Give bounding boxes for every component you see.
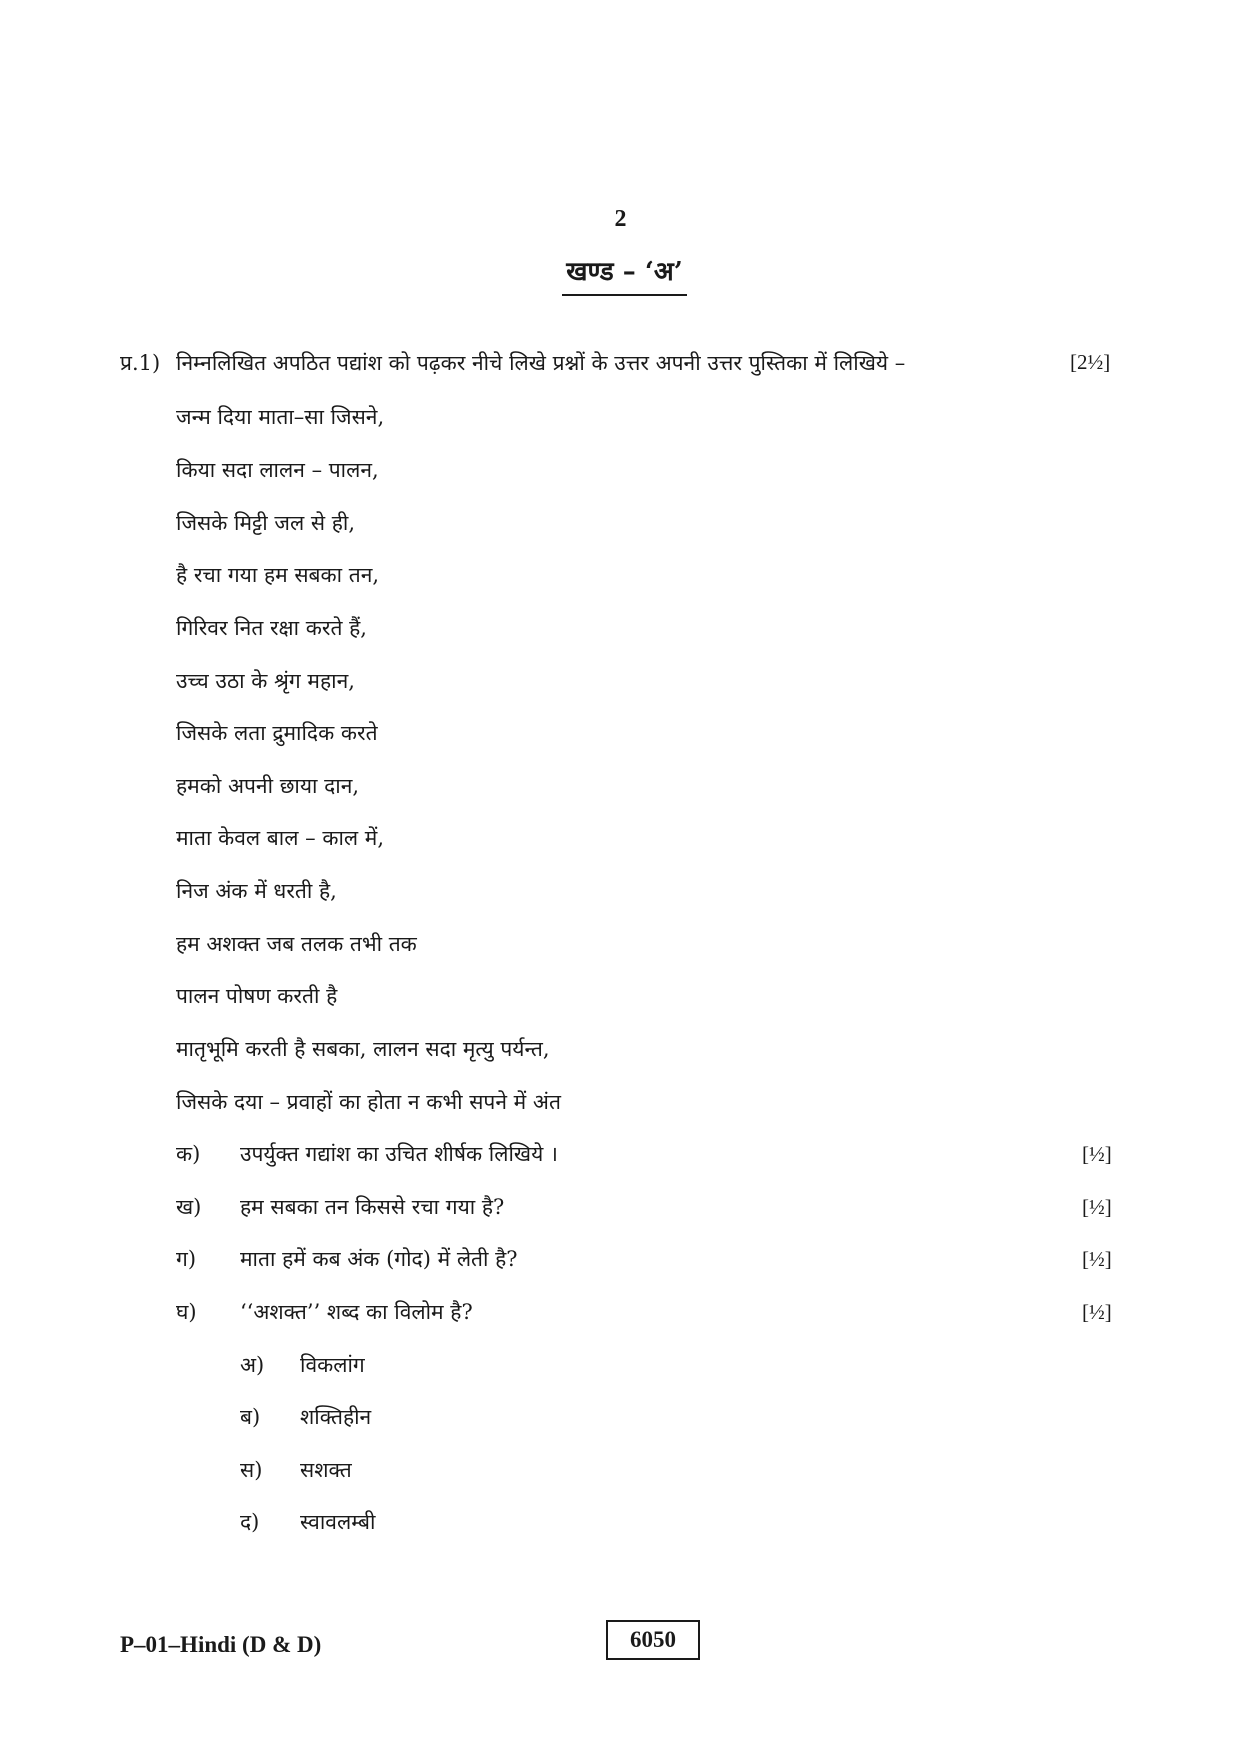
poem-line: गिरिवर नित रक्षा करते हैं, (176, 616, 367, 640)
option-label: ब) (240, 1405, 261, 1429)
option-label: अ) (240, 1353, 265, 1377)
section-title: खण्ड – ‘अ’ (562, 252, 687, 296)
poem-line: माता केवल बाल – काल में, (176, 826, 385, 850)
poem-line: हम अशक्त जब तलक तभी तक (176, 932, 417, 956)
poem-line: जन्म दिया माता–सा जिसने, (176, 405, 385, 429)
paper-code: P–01–Hindi (D & D) (120, 1632, 322, 1657)
poem-line: निज अंक में धरती है, (176, 879, 337, 903)
poem-line: है रचा गया हम सबका तन, (176, 563, 380, 587)
subquestion-marks: [½] (1082, 1300, 1112, 1324)
question-number: प्र.1) (120, 351, 161, 375)
subquestion-label: क) (176, 1142, 201, 1166)
subquestion-text: हम सबका तन किससे रचा गया है? (240, 1195, 505, 1219)
option-text: स्वावलम्बी (300, 1510, 376, 1534)
poem-line: मातृभूमि करती है सबका, लालन सदा मृत्यु पर्यन्त, (176, 1037, 550, 1061)
option-text: विकलांग (300, 1353, 365, 1377)
subquestion-text: उपर्युक्त गद्यांश का उचित शीर्षक लिखिये । (240, 1142, 558, 1166)
option-text: शक्तिहीन (300, 1405, 372, 1429)
option-label: द) (240, 1510, 260, 1534)
poem-line: जिसके दया – प्रवाहों का होता न कभी सपने में अंत (176, 1090, 561, 1114)
code-box: 6050 (606, 1620, 700, 1660)
subquestion-marks: [½] (1082, 1195, 1112, 1219)
question-instruction: निम्नलिखित अपठित पद्यांश को पढ़कर नीचे लिखे प्रश्नों के उत्तर अपनी उत्तर पुस्तिका में लिखिये – (176, 351, 906, 375)
poem-line: हमको अपनी छाया दान, (176, 774, 360, 798)
poem-line: किया सदा लालन – पालन, (176, 458, 379, 482)
section-heading (0, 252, 1241, 296)
poem-line: उच्च उठा के श्रृंग महान, (176, 669, 355, 693)
page-number: 2 (614, 206, 627, 232)
subquestion-label: ख) (176, 1195, 202, 1219)
subquestion-marks: [½] (1082, 1142, 1112, 1166)
option-label: स) (240, 1458, 263, 1482)
option-text: सशक्त (300, 1458, 352, 1482)
poem-line: जिसके लता द्रुमादिक करते (176, 721, 378, 745)
subquestion-text: माता हमें कब अंक (गोद) में लेती है? (240, 1247, 518, 1271)
subquestion-label: ग) (176, 1247, 197, 1271)
subquestion-marks: [½] (1082, 1247, 1112, 1271)
subquestion-text: ‘‘अशक्त’’ शब्द का विलोम है? (240, 1300, 473, 1324)
subquestion-label: घ) (176, 1300, 197, 1324)
question-marks: [2½] (1070, 350, 1111, 374)
poem-line: जिसके मिट्टी जल से ही, (176, 511, 356, 535)
poem-line: पालन पोषण करती है (176, 984, 338, 1008)
